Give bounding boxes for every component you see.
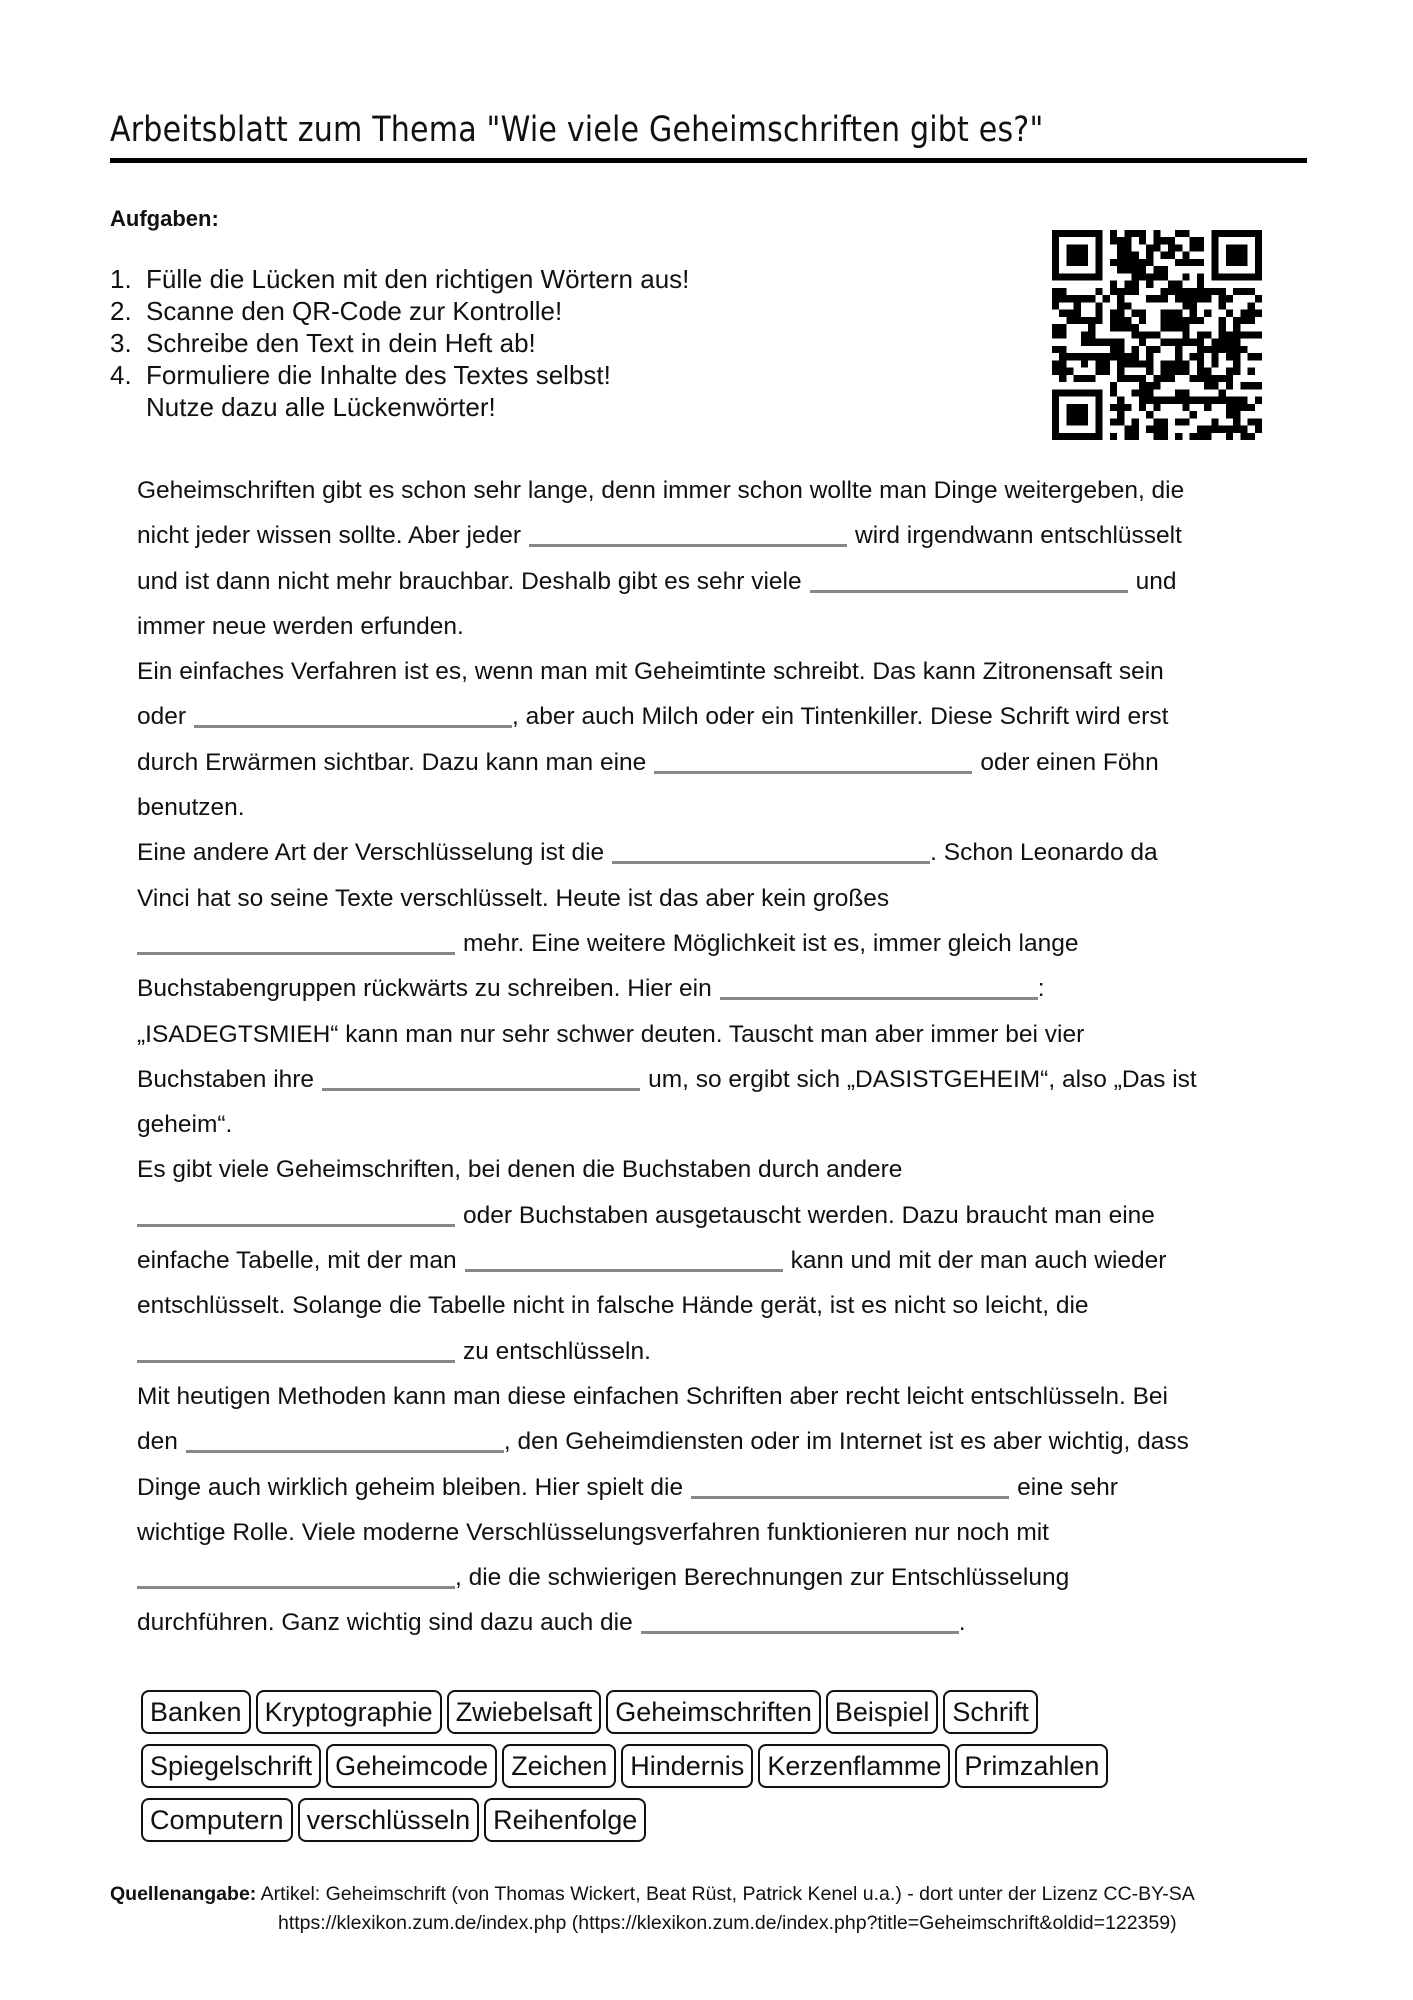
text-line	[137, 1193, 1307, 1238]
qr-code-icon[interactable]	[1052, 230, 1262, 440]
text-line	[137, 1057, 1307, 1102]
text-line	[137, 649, 1307, 694]
task-item	[110, 327, 689, 359]
text-segment: kann und mit der man auch wieder	[790, 1247, 1167, 1275]
text-segment: durchführen. Ganz wichtig sind dazu auch die	[137, 1609, 633, 1637]
task-number: 2.	[110, 296, 132, 326]
blank-field[interactable]	[137, 950, 455, 955]
text-line	[137, 830, 1307, 875]
blank-field[interactable]	[529, 542, 847, 547]
blank-field[interactable]	[720, 995, 1038, 1000]
blank-field[interactable]	[641, 1629, 959, 1634]
text-line	[137, 694, 1307, 739]
text-segment: durch Erwärmen sichtbar. Dazu kann man eine	[137, 748, 647, 776]
word-bank-row	[141, 1690, 1301, 1744]
text-segment: um, so ergibt sich „DASISTGEHEIM“, also „Das ist	[648, 1065, 1197, 1093]
blank-field[interactable]	[691, 1494, 1009, 1499]
text-line	[137, 1510, 1307, 1555]
word-tile[interactable]: Banken	[141, 1690, 251, 1734]
task-text: Scanne den QR-Code zur Kontrolle!	[146, 296, 563, 326]
text-segment: . Schon Leonardo da	[930, 839, 1158, 867]
word-tile[interactable]: Schrift	[943, 1690, 1038, 1734]
word-tile[interactable]: Hindernis	[621, 1744, 753, 1788]
text-line	[137, 468, 1307, 513]
text-segment: und ist dann nicht mehr brauchbar. Deshalb gibt es sehr viele	[137, 567, 802, 595]
text-line	[137, 1012, 1307, 1057]
word-tile[interactable]: Zeichen	[502, 1744, 616, 1788]
task-text: Formuliere die Inhalte des Textes selbst!	[146, 360, 611, 390]
task-item	[110, 391, 689, 423]
text-segment: .	[958, 1609, 966, 1637]
text-segment: oder Buchstaben ausgetauscht werden. Dazu braucht man eine	[463, 1201, 1155, 1229]
blank-field[interactable]	[137, 1358, 455, 1363]
text-line	[137, 1374, 1307, 1419]
text-segment: und	[1135, 567, 1177, 595]
word-tile[interactable]: Beispiel	[826, 1690, 939, 1734]
word-tile[interactable]: Kryptographie	[256, 1690, 442, 1734]
source-line-2: https://klexikon.zum.de/index.php (https://klexikon.zum.de/index.php?title=Geheimschrift&oldid=122359)	[278, 1912, 1177, 1934]
text-segment: eine sehr	[1017, 1473, 1118, 1501]
blank-field[interactable]	[612, 859, 930, 864]
text-segment: „ISADEGTSMIEH“ kann man nur sehr schwer deuten. Tauscht man aber immer bei vier	[137, 1020, 1085, 1048]
word-bank-row	[141, 1798, 1301, 1852]
word-tile[interactable]: verschlüsseln	[298, 1798, 480, 1842]
text-line	[137, 1238, 1307, 1283]
blank-field[interactable]	[194, 723, 512, 728]
text-segment: Buchstaben ihre	[137, 1065, 315, 1093]
task-number: 1.	[110, 264, 132, 294]
blank-field[interactable]	[137, 1222, 455, 1227]
text-segment: geheim“.	[137, 1111, 233, 1139]
word-tile[interactable]: Reihenfolge	[484, 1798, 646, 1842]
text-segment: oder einen Föhn	[980, 748, 1159, 776]
word-tile[interactable]: Spiegelschrift	[141, 1744, 321, 1788]
task-item	[110, 295, 689, 327]
task-list	[110, 263, 689, 423]
task-number: 3.	[110, 328, 132, 358]
title-rule	[110, 158, 1307, 163]
blank-field[interactable]	[654, 769, 972, 774]
text-segment: Geheimschriften gibt es schon sehr lange, denn immer schon wollte man Dinge weitergeben, die	[137, 477, 1185, 504]
text-segment: Vinci hat so seine Texte verschlüsselt. Heute ist das aber kein großes	[137, 884, 890, 912]
text-segment: zu entschlüsseln.	[463, 1337, 651, 1365]
text-segment: , aber auch Milch oder ein Tintenkiller. Diese Schrift wird erst	[512, 703, 1169, 731]
text-line	[137, 1465, 1307, 1510]
tasks-heading: Aufgaben:	[110, 206, 219, 231]
text-line	[137, 1147, 1307, 1192]
text-segment: immer neue werden erfunden.	[137, 612, 464, 640]
text-line	[137, 1283, 1307, 1328]
text-line	[137, 1419, 1307, 1464]
text-segment: Eine andere Art der Verschlüsselung ist die	[137, 839, 605, 867]
task-number: 4.	[110, 360, 132, 390]
text-segment: den	[137, 1428, 178, 1456]
word-tile[interactable]: Geheimschriften	[606, 1690, 821, 1734]
source-line-1: Artikel: Geheimschrift (von Thomas Wickert, Beat Rüst, Patrick Kenel u.a.) - dort unter der Lizenz CC-BY-SA	[260, 1883, 1195, 1905]
text-line	[137, 1102, 1307, 1147]
text-segment: Buchstabengruppen rückwärts zu schreiben. Hier ein	[137, 975, 712, 1003]
text-line	[137, 921, 1307, 966]
text-line	[137, 559, 1307, 604]
text-line	[137, 1329, 1307, 1374]
word-tile[interactable]: Primzahlen	[955, 1744, 1108, 1788]
blank-field[interactable]	[186, 1448, 504, 1453]
word-bank	[141, 1690, 1301, 1852]
text-line	[137, 876, 1307, 921]
task-item	[110, 263, 689, 295]
text-segment: , die die schwierigen Berechnungen zur Entschlüsselung	[455, 1564, 1070, 1592]
page-title: Arbeitsblatt zum Thema "Wie viele Geheimschriften gibt es?"	[110, 110, 1044, 150]
text-line	[137, 966, 1307, 1011]
word-tile[interactable]: Zwiebelsaft	[447, 1690, 602, 1734]
text-segment: nicht jeder wissen sollte. Aber jeder	[137, 522, 522, 550]
task-text: Fülle die Lücken mit den richtigen Wörtern aus!	[146, 264, 690, 294]
word-bank-row	[141, 1744, 1301, 1798]
text-segment: oder	[137, 703, 187, 731]
blank-field[interactable]	[465, 1267, 783, 1272]
text-segment: mehr. Eine weitere Möglichkeit ist es, immer gleich lange	[463, 929, 1079, 957]
text-segment: Ein einfaches Verfahren ist es, wenn man mit Geheimtinte schreibt. Das kann Zitronensaft sein	[137, 658, 1164, 686]
source-note	[110, 1880, 1310, 1938]
task-item	[110, 359, 689, 391]
source-label: Quellenangabe:	[110, 1883, 257, 1905]
text-line	[137, 604, 1307, 649]
word-tile[interactable]: Computern	[141, 1798, 293, 1842]
text-line	[137, 785, 1307, 830]
blank-field[interactable]	[322, 1086, 640, 1091]
text-line	[137, 740, 1307, 785]
task-text: Schreibe den Text in dein Heft ab!	[146, 328, 536, 358]
text-segment: einfache Tabelle, mit der man	[137, 1247, 457, 1275]
text-segment: , den Geheimdiensten oder im Internet ist es aber wichtig, dass	[503, 1428, 1189, 1456]
blank-field[interactable]	[810, 588, 1128, 593]
blank-field[interactable]	[137, 1584, 455, 1589]
word-tile[interactable]: Kerzenflamme	[758, 1744, 950, 1788]
text-line	[137, 513, 1307, 558]
text-segment: wichtige Rolle. Viele moderne Verschlüsselungsverfahren funktionieren nur noch mit	[137, 1518, 1049, 1546]
text-line	[137, 1555, 1307, 1600]
cloze-text	[137, 468, 1307, 1646]
text-segment: Es gibt viele Geheimschriften, bei denen die Buchstaben durch andere	[137, 1156, 903, 1184]
task-text: Nutze dazu alle Lückenwörter!	[146, 392, 496, 422]
text-line	[137, 1600, 1307, 1645]
text-segment: Dinge auch wirklich geheim bleiben. Hier spielt die	[137, 1473, 684, 1501]
text-segment: :	[1037, 975, 1045, 1003]
text-segment: benutzen.	[137, 794, 245, 822]
text-segment: entschlüsselt. Solange die Tabelle nicht in falsche Hände gerät, ist es nicht so leicht, die	[137, 1292, 1089, 1320]
word-tile[interactable]: Geheimcode	[326, 1744, 497, 1788]
text-segment: Mit heutigen Methoden kann man diese einfachen Schriften aber recht leicht entschlüsseln. Bei	[137, 1382, 1168, 1410]
text-segment: wird irgendwann entschlüsselt	[855, 522, 1182, 550]
